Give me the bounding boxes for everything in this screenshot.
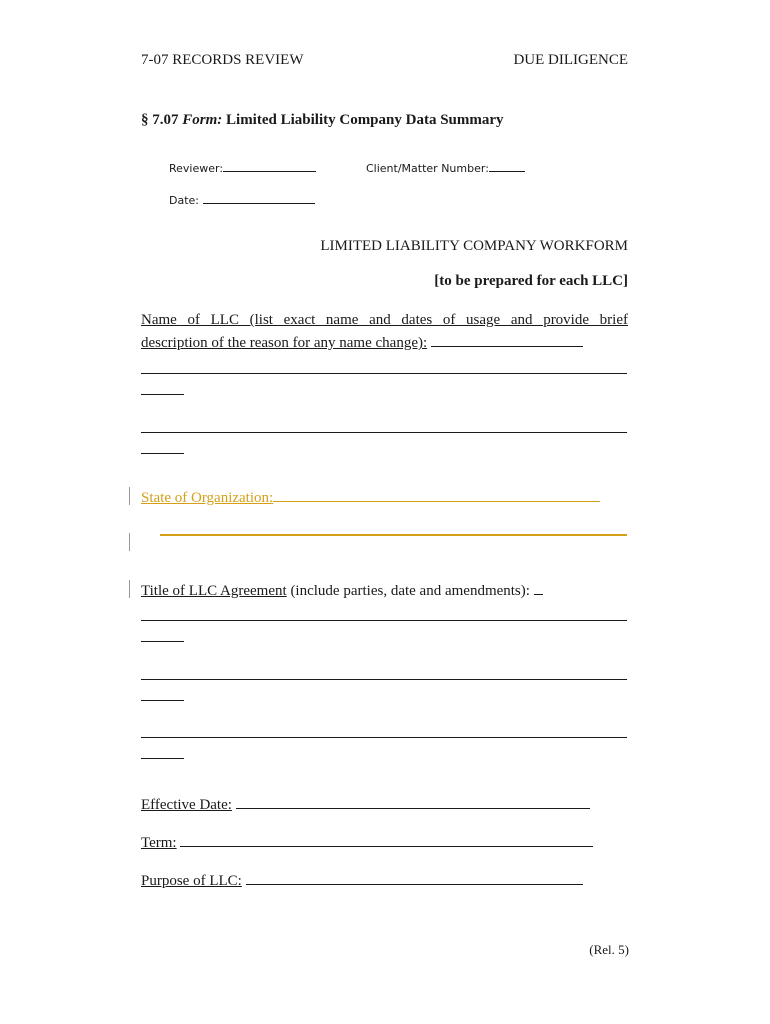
name-of-llc-blank-2-wrap[interactable] [141, 453, 184, 454]
running-header-left: 7-07 RECORDS REVIEW [141, 52, 304, 68]
workform-subheading: [to be prepared for each LLC] [434, 273, 628, 289]
release-footer: (Rel. 5) [589, 942, 629, 957]
change-bar [129, 580, 130, 598]
title-llc-agreement-blank-inline[interactable] [534, 581, 543, 595]
date-blank[interactable] [203, 190, 315, 204]
reviewer-label: Reviewer: [169, 162, 224, 175]
date-label: Date: [169, 194, 199, 207]
name-of-llc-label-line2: description of the reason for any name change): [141, 335, 428, 351]
purpose-of-llc-label: Purpose of LLC: [141, 873, 242, 889]
state-of-organization-field[interactable] [141, 488, 600, 507]
reviewer-blank[interactable] [223, 158, 316, 172]
client-matter-blank[interactable] [489, 158, 525, 172]
reviewer-field[interactable] [169, 158, 316, 175]
date-field[interactable] [169, 190, 315, 207]
state-of-organization-blank[interactable] [273, 488, 600, 502]
change-bar [129, 533, 130, 551]
running-header-right: DUE DILIGENCE [513, 52, 628, 68]
term-blank[interactable] [180, 833, 593, 847]
form-title [141, 112, 504, 129]
name-of-llc-line2 [141, 333, 583, 352]
purpose-of-llc-field[interactable] [141, 871, 583, 890]
title-llc-agreement-label: Title of LLC Agreement [141, 583, 287, 599]
term-field[interactable] [141, 833, 593, 852]
title-llc-agreement-blank-2-wrap[interactable] [141, 700, 184, 701]
effective-date-label: Effective Date: [141, 797, 232, 813]
title-llc-agreement-blank-2[interactable] [141, 679, 627, 680]
name-of-llc-blank-2[interactable] [141, 432, 627, 433]
name-of-llc-label-line1: Name of LLC (list exact name and dates of usage and provide brief [141, 312, 628, 328]
name-of-llc-blank-1[interactable] [141, 373, 627, 374]
name-of-llc-blank-1-wrap[interactable] [141, 394, 184, 395]
title-llc-agreement-field[interactable] [141, 581, 543, 600]
title-llc-agreement-blank-3[interactable] [141, 737, 627, 738]
workform-heading: LIMITED LIABILITY COMPANY WORKFORM [320, 238, 628, 254]
title-llc-agreement-blank-1-wrap[interactable] [141, 641, 184, 642]
title-llc-agreement-note: (include parties, date and amendments): [286, 583, 530, 599]
title-llc-agreement-blank-3-wrap[interactable] [141, 758, 184, 759]
form-section-number: § 7.07 [141, 112, 183, 128]
form-title-text: Limited Liability Company Data Summary [222, 112, 504, 128]
form-word: Form: [182, 112, 223, 128]
change-bar [129, 487, 130, 505]
state-of-organization-label: State of Organization: [141, 490, 274, 506]
name-of-llc-blank-inline[interactable] [431, 333, 583, 347]
title-llc-agreement-blank-1[interactable] [141, 620, 627, 621]
client-matter-field[interactable] [366, 158, 525, 175]
state-of-organization-blank-2[interactable] [160, 534, 627, 536]
effective-date-blank[interactable] [236, 795, 590, 809]
client-matter-label: Client/Matter Number: [366, 162, 489, 175]
purpose-of-llc-blank[interactable] [246, 871, 583, 885]
term-label: Term: [141, 835, 177, 851]
effective-date-field[interactable] [141, 795, 590, 814]
